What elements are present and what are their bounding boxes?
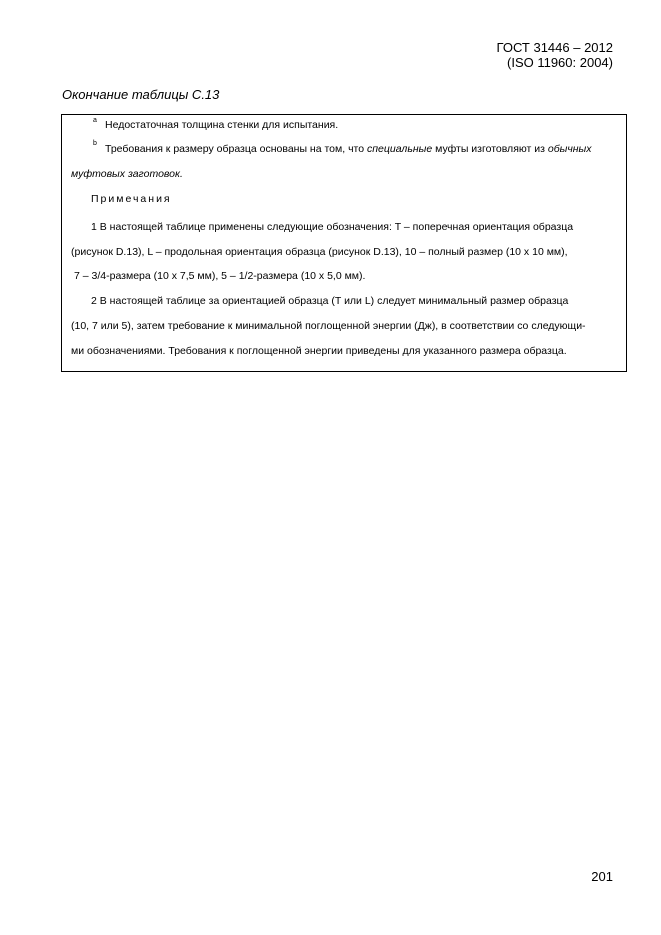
footnote-b-mark: b bbox=[93, 140, 97, 147]
footnote-b-italic-2: обычных bbox=[547, 143, 592, 155]
footnote-b-italic-1: специальные bbox=[367, 143, 433, 155]
table-caption: Окончание таблицы С.13 bbox=[62, 87, 220, 102]
footnote-b-text-2: муфты изготовляют из bbox=[435, 143, 545, 155]
note1-line1: 1 В настоящей таблице применены следующие обозначения: T – поперечная ориентация образца bbox=[91, 221, 574, 233]
note2-line1: 2 В настоящей таблице за ориентацией образца (T или L) следует минимальный размер образца bbox=[91, 295, 569, 307]
note2-line2: (10, 7 или 5), затем требование к минимальной поглощенной энергии (Дж), в соответствии со следующи- bbox=[71, 320, 586, 332]
standard-number: ГОСТ 31446 – 2012 bbox=[496, 40, 613, 55]
footnote-a-mark: a bbox=[93, 117, 97, 124]
footnote-b-text-1: Требования к размеру образца основаны на том, что bbox=[105, 143, 365, 155]
footnote-a-text: Недостаточная толщина стенки для испытания. bbox=[105, 119, 339, 131]
note1-line2: (рисунок D.13), L – продольная ориентация образца (рисунок D.13), 10 – полный размер (10 x 10 мм), bbox=[71, 246, 568, 258]
footnote-b-line-2 bbox=[71, 168, 183, 180]
footnote-b-line-1 bbox=[105, 143, 592, 155]
note2-line3: ми обозначениями. Требования к поглощенной энергии приведены для указанного размера образца. bbox=[71, 345, 567, 357]
page-number: 201 bbox=[591, 869, 613, 884]
iso-reference: (ISO 11960: 2004) bbox=[507, 55, 613, 70]
document-header bbox=[497, 40, 613, 70]
notes-title: Примечания bbox=[91, 193, 172, 205]
table-continuation-box bbox=[61, 114, 627, 372]
note1-line3: 7 – 3/4-размера (10 x 7,5 мм), 5 – 1/2-размера (10 x 5,0 мм). bbox=[74, 270, 366, 282]
footnote-b-italic-3: муфтовых заготовок. bbox=[71, 168, 183, 180]
